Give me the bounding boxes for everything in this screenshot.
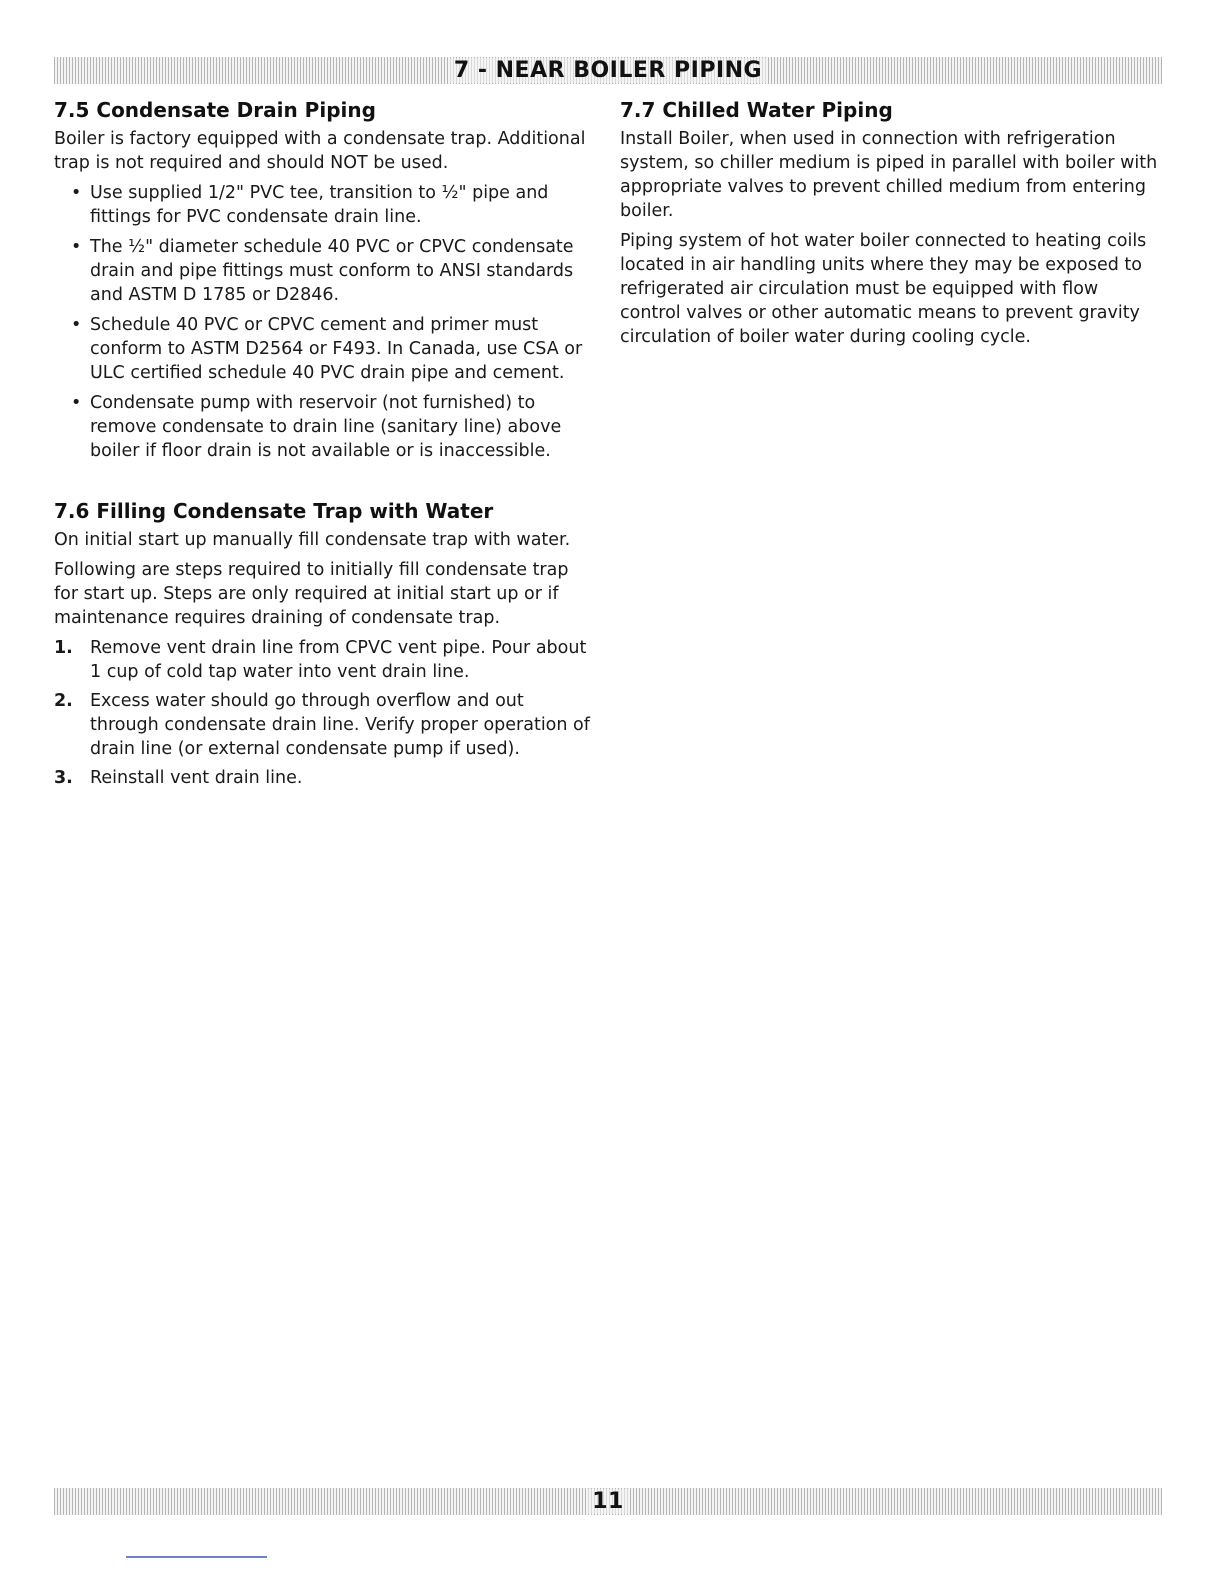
bullet-list-7-5 <box>54 181 594 463</box>
bullet-icon: • <box>71 393 82 413</box>
list-item-text: The ½" diameter schedule 40 PVC or CPVC condensate drain and pipe fittings must conform to ANSI standards and ASTM D 1785 or D2846. <box>90 237 574 305</box>
step-text: Reinstall vent drain line. <box>90 768 303 788</box>
list-item-text: Condensate pump with reservoir (not furnished) to remove condensate to drain line (sanitary line) above boiler if floor drain is not available or is inaccessible. <box>90 393 562 461</box>
step-number: 3. <box>54 768 73 788</box>
right-column <box>620 96 1164 355</box>
step-number: 1. <box>54 638 73 658</box>
bullet-icon: • <box>71 183 82 203</box>
list-item-text: Use supplied 1/2" PVC tee, transition to ½" pipe and fittings for PVC condensate drain line. <box>90 183 549 227</box>
bullet-icon: • <box>71 237 82 257</box>
bullet-icon: • <box>71 315 82 335</box>
list-item <box>54 313 594 385</box>
step-text: Excess water should go through overflow and out through condensate drain line. Verify proper operation of drain line (or external condensate pump if used). <box>90 691 590 759</box>
bottom-rule <box>126 1556 267 1558</box>
heading-7-7: 7.7 Chilled Water Piping <box>620 98 893 122</box>
list-item <box>54 689 594 761</box>
list-item <box>54 636 594 684</box>
heading-7-5: 7.5 Condensate Drain Piping <box>54 98 376 122</box>
header-band <box>54 57 1162 84</box>
section-spacer <box>54 469 594 497</box>
list-item <box>54 391 594 463</box>
step-text: Remove vent drain line from CPVC vent pipe. Pour about 1 cup of cold tap water into vent drain line. <box>90 638 587 682</box>
section-title: 7 - NEAR BOILER PIPING <box>448 58 768 83</box>
paragraph-7-7-b: Piping system of hot water boiler connected to heating coils located in air handling units where they may be exposed to refrigerated air circulation must be equipped with flow control valves or other automatic means to prevent gravity circulation of boiler water during cooling cycle. <box>620 231 1147 347</box>
paragraph-7-7-a: Install Boiler, when used in connection with refrigeration system, so chiller medium is piped in parallel with boiler with appropriate valves to prevent chilled medium from entering boiler. <box>620 129 1158 221</box>
footer-band <box>54 1488 1162 1515</box>
page-number: 11 <box>586 1489 630 1514</box>
list-item <box>54 766 594 790</box>
paragraph-7-6-b: Following are steps required to initially fill condensate trap for start up. Steps are only required at initial start up or if maintenance requires draining of condensate trap. <box>54 560 569 628</box>
heading-7-6: 7.6 Filling Condensate Trap with Water <box>54 499 494 523</box>
list-item <box>54 235 594 307</box>
intro-7-5: Boiler is factory equipped with a condensate trap. Additional trap is not required and should NOT be used. <box>54 129 586 173</box>
paragraph-7-6-a: On initial start up manually fill condensate trap with water. <box>54 530 571 550</box>
list-item <box>54 181 594 229</box>
steps-list-7-6 <box>54 636 594 790</box>
step-number: 2. <box>54 691 73 711</box>
list-item-text: Schedule 40 PVC or CPVC cement and primer must conform to ASTM D2564 or F493. In Canada, use CSA or ULC certified schedule 40 PVC drain pipe and cement. <box>90 315 583 383</box>
left-column <box>54 96 594 795</box>
